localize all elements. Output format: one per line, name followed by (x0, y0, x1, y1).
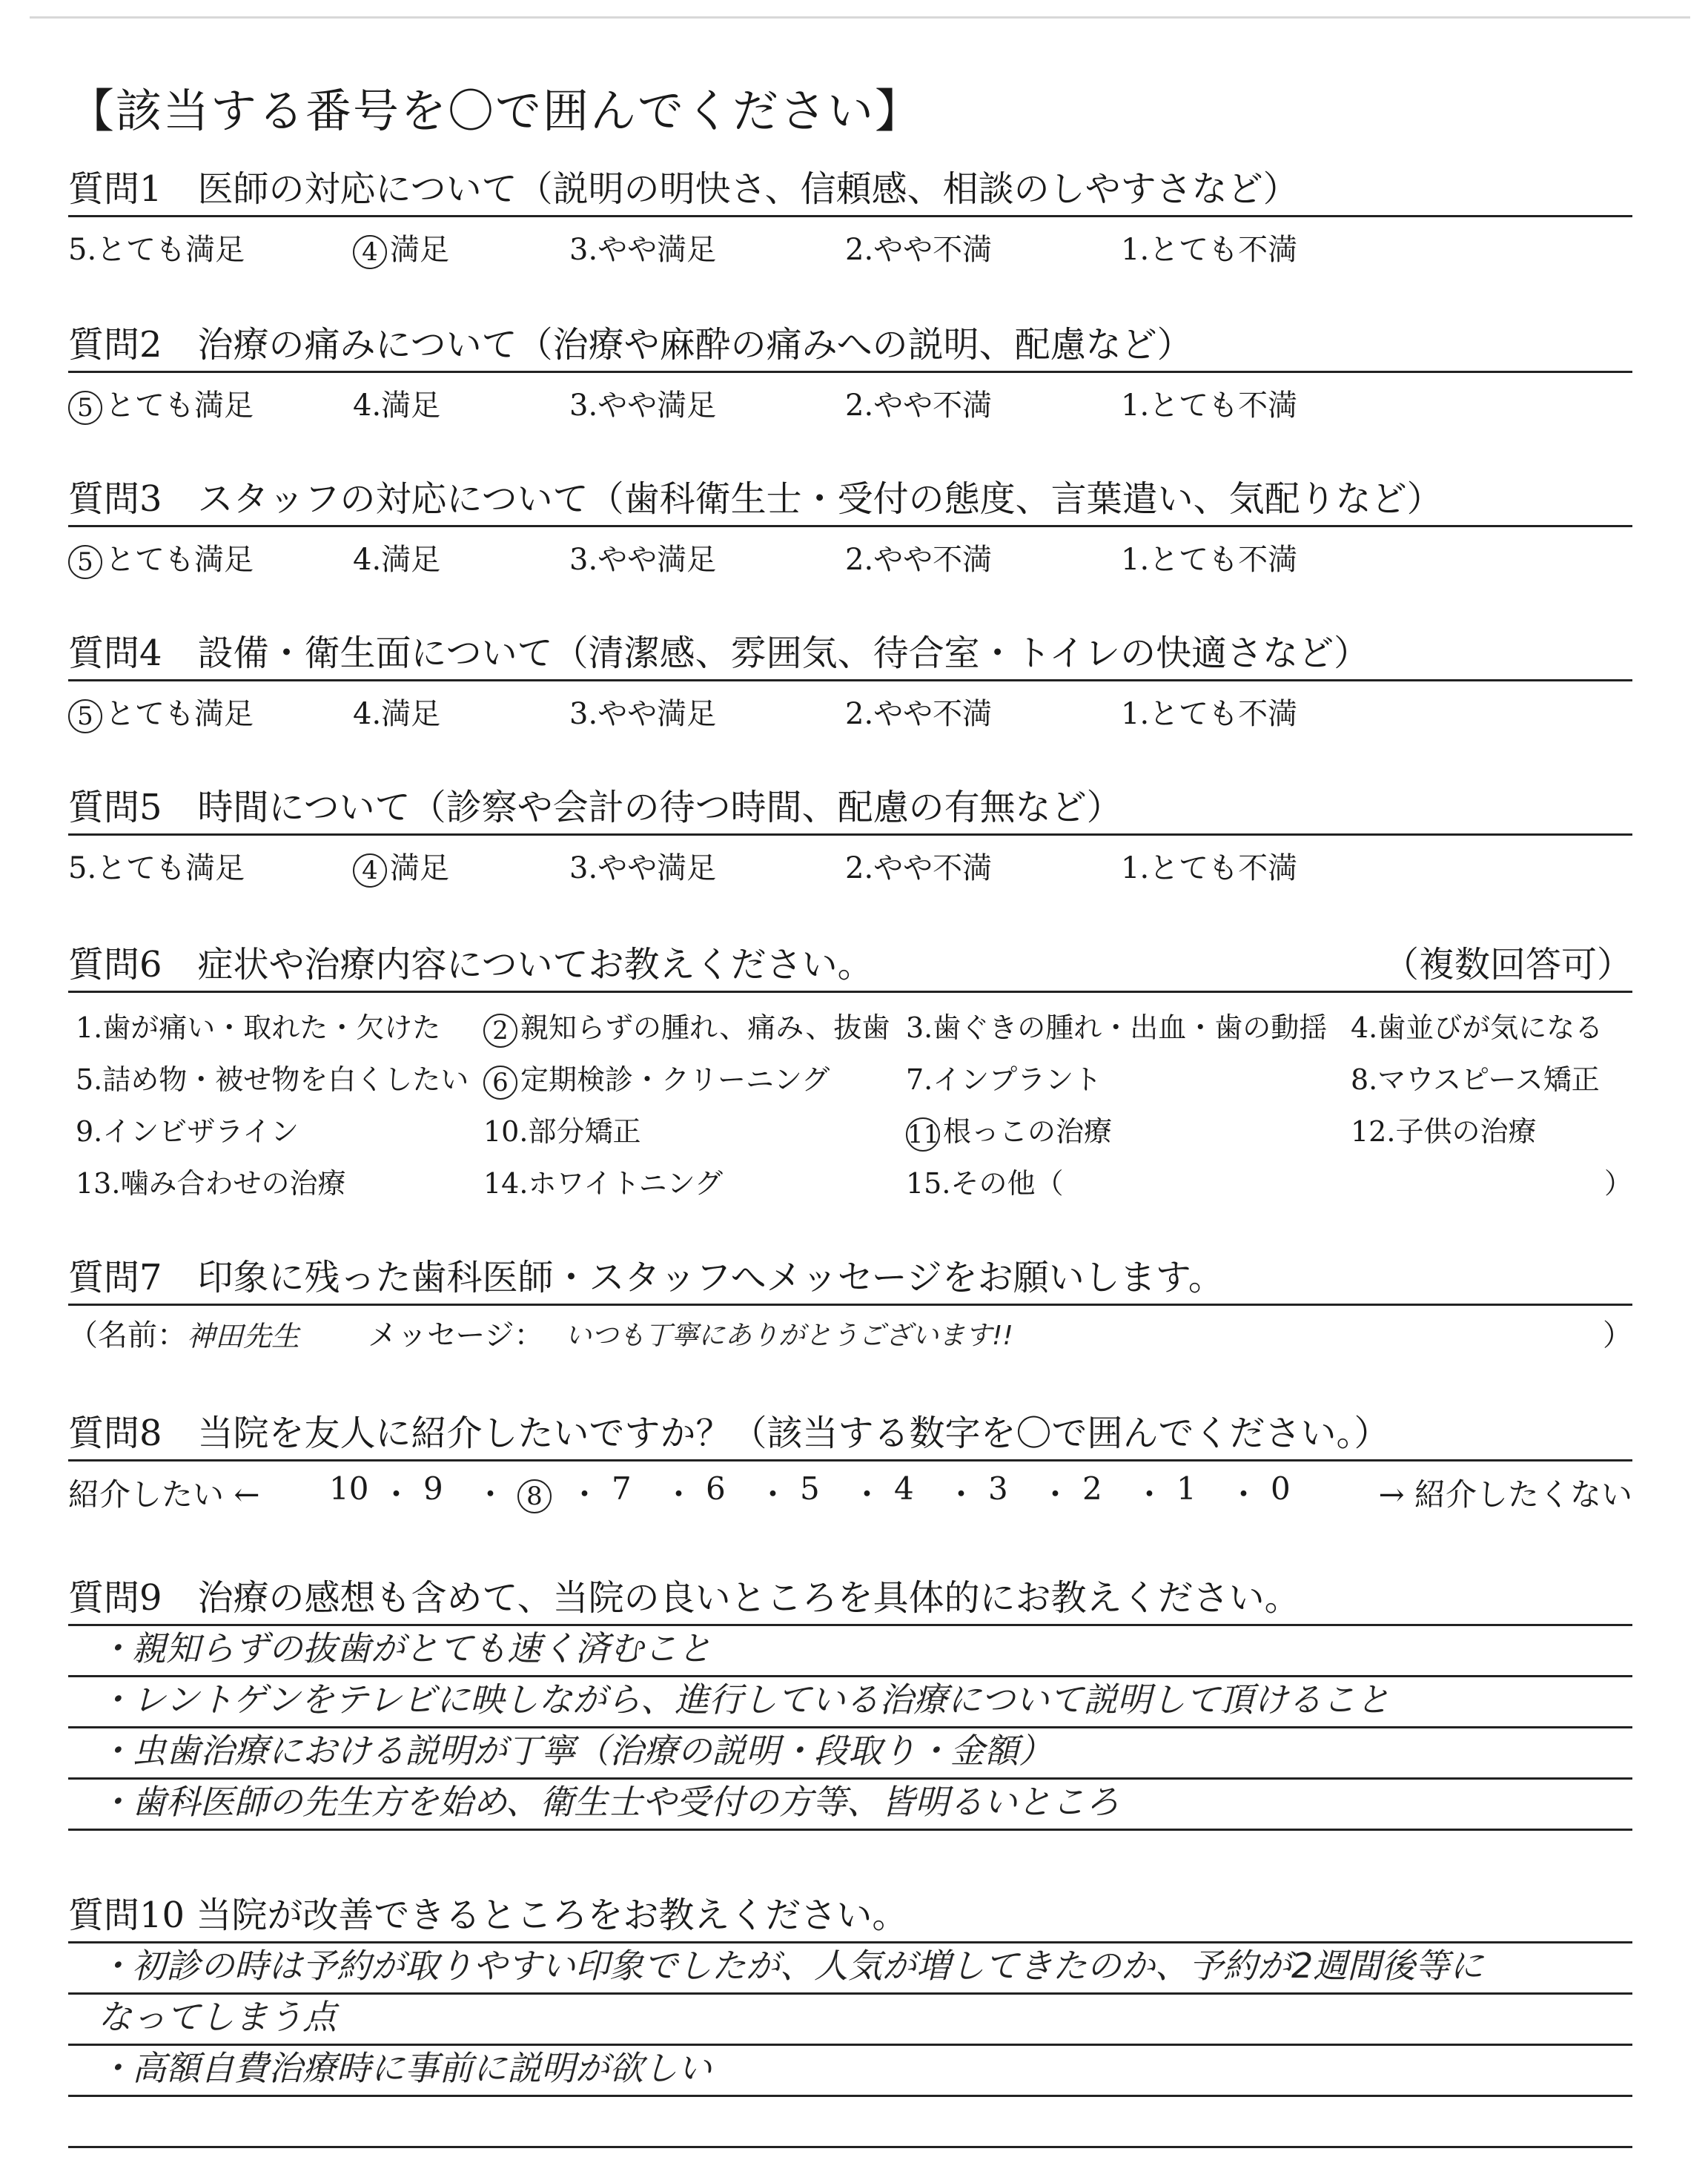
symptom-option[interactable] (1351, 1005, 1603, 1046)
rating-option[interactable]: 3.やや満足 (569, 233, 717, 267)
circled-number: 5 (68, 545, 102, 579)
symptom-option-label: ） (1603, 1167, 1632, 1200)
rating-option[interactable]: 3.やや満足 (569, 697, 717, 731)
scale-left-label: 紹介したい ← (68, 1476, 260, 1513)
symptom-option[interactable] (76, 1057, 469, 1097)
rating-option-label: とても満足 (105, 389, 254, 423)
symptom-option-label: 歯並びが気になる (1377, 1011, 1603, 1044)
question-9-label: 質問9 治療の感想も含めて、当院の良いところを具体的にお教えください。 (68, 1577, 1300, 1619)
symptom-option-label: インビザライン (102, 1115, 299, 1148)
scale-separator: ・ (380, 1476, 412, 1513)
handwritten-answer: ・高額自費治療時に事前に説明が欲しい (98, 2048, 712, 2088)
question-5-label: 質問5 時間について（診察や会計の待つ時間、配慮の有無など） (68, 787, 1122, 828)
rating-option-label: 満足 (390, 233, 449, 267)
question-7-label: 質問7 印象に残った歯科医師・スタッフへメッセージをお願いします。 (68, 1257, 1224, 1298)
option-number: 8. (1351, 1063, 1378, 1096)
message-label: メッセージ： (368, 1318, 544, 1353)
question-10-answers (68, 1943, 1632, 2148)
rating-option-label: 満足 (390, 851, 449, 885)
rating-option[interactable]: 2.やや不満 (845, 851, 993, 885)
rating-option[interactable]: 5.とても満足 (68, 851, 245, 885)
symptom-option-label: ホワイトニング (528, 1167, 724, 1200)
scale-value[interactable]: 6 (706, 1470, 726, 1507)
symptom-option-label: 歯が痛い・取れた・欠けた (102, 1011, 441, 1044)
scale-value[interactable]: 2 (1082, 1470, 1102, 1507)
page-title: 【該当する番号を〇で囲んでください】 (68, 84, 923, 138)
answer-line (68, 2097, 1632, 2148)
option-number: 14. (483, 1167, 529, 1200)
option-number: 13. (76, 1167, 121, 1200)
symptom-option[interactable] (906, 1057, 1102, 1097)
rating-option[interactable]: 2.やや不満 (845, 543, 993, 577)
rating-option[interactable]: 4.満足 (353, 389, 441, 423)
symptom-option[interactable] (906, 1005, 1327, 1046)
message-value: いつも丁寧にありがとうございます!! (565, 1321, 1013, 1351)
rating-option[interactable]: 2.やや不満 (845, 233, 993, 267)
question-6 (68, 940, 1632, 1205)
symptom-option[interactable] (1351, 1109, 1536, 1149)
rating-option[interactable]: 1.とても不満 (1121, 233, 1298, 267)
scale-separator: ・ (474, 1476, 506, 1513)
option-number: 15. (906, 1167, 951, 1200)
option-number: 7. (906, 1063, 933, 1096)
answer-line (68, 1995, 1632, 2046)
circled-number: 11 (906, 1117, 940, 1152)
rating-option[interactable]: 3.やや満足 (569, 851, 717, 885)
handwritten-answer: なってしまう点 (98, 1997, 337, 2037)
question-2-label: 質問2 治療の痛みについて（治療や麻酔の痛みへの説明、配慮など） (68, 324, 1193, 366)
message-line (68, 1306, 1632, 1353)
scale-separator: ・ (945, 1476, 977, 1513)
answer-line (68, 2046, 1632, 2097)
question-4 (68, 629, 1632, 731)
symptom-option[interactable] (483, 1005, 890, 1048)
rating-option[interactable] (68, 382, 254, 425)
option-number: 3. (906, 1011, 933, 1044)
question-1 (68, 165, 1632, 267)
question-8 (68, 1409, 1632, 1513)
scale-value[interactable]: 5 (800, 1470, 820, 1507)
question-8-label: 質問8 当院を友人に紹介したいですか？（該当する数字を〇で囲んでください。） (68, 1413, 1390, 1454)
question-9-answers (68, 1626, 1632, 1831)
rating-option-label: とても満足 (105, 697, 254, 731)
handwritten-answer: ・レントゲンをテレビに映しながら、進行している治療について説明して頂けること (98, 1680, 1391, 1720)
scale-value[interactable]: 4 (894, 1470, 914, 1507)
symptom-option[interactable] (483, 1160, 723, 1201)
symptom-option-label: 詰め物・被せ物を白くしたい (102, 1063, 469, 1096)
rating-option[interactable] (68, 536, 254, 579)
circled-number: 6 (483, 1066, 517, 1100)
circled-number: 5 (68, 699, 102, 733)
scale-separator: ・ (1039, 1476, 1071, 1513)
question-7 (68, 1253, 1632, 1353)
rating-option[interactable]: 1.とても不満 (1121, 543, 1298, 577)
symptom-option[interactable] (76, 1005, 440, 1046)
symptom-grid (68, 997, 1632, 1205)
handwritten-answer: ・初診の時は予約が取りやすい印象でしたが、人気が増してきたのか、予約が2週間後等に (98, 1946, 1484, 1986)
scale-right-label: → 紹介したくない (1378, 1476, 1632, 1513)
question-10-label: 質問10 当院が改善できるところをお教えください。 (68, 1895, 908, 1936)
rating-option[interactable]: 2.やや不満 (845, 389, 993, 423)
scale-separator: ・ (1133, 1476, 1165, 1513)
name-label: （名前： (68, 1318, 187, 1353)
scale-value[interactable]: 0 (1271, 1470, 1291, 1507)
symptom-option-label: 親知らずの腫れ、痛み、抜歯 (520, 1011, 890, 1044)
scale-value[interactable]: 7 (612, 1470, 632, 1507)
option-number: 5. (76, 1063, 103, 1096)
rating-option[interactable]: 4.満足 (353, 543, 441, 577)
answer-line (68, 1780, 1632, 1831)
symptom-option-label: マウスピース矯正 (1377, 1063, 1600, 1096)
symptom-option-label: 子供の治療 (1395, 1115, 1537, 1148)
option-number: 1. (76, 1011, 103, 1044)
message-close-paren: ） (1603, 1318, 1632, 1353)
rating-option[interactable]: 1.とても不満 (1121, 697, 1298, 731)
symptom-option-label: 噛み合わせの治療 (120, 1167, 346, 1200)
circled-number: 2 (483, 1014, 517, 1048)
question-4-options (68, 681, 1632, 731)
question-6-rule (68, 991, 1632, 993)
symptom-option[interactable] (1351, 1057, 1600, 1097)
circled-number: 4 (353, 235, 387, 269)
symptom-option-label: 根っこの治療 (943, 1115, 1113, 1148)
symptom-option[interactable] (483, 1109, 640, 1149)
option-number: 4. (1351, 1011, 1378, 1044)
question-1-label: 質問1 医師の対応について（説明の明快さ、信頼感、相談のしやすさなど） (68, 168, 1299, 210)
scale-separator: ・ (663, 1476, 695, 1513)
question-4-label: 質問4 設備・衛生面について（清潔感、雰囲気、待合室・トイレの快適さなど） (68, 633, 1370, 674)
option-number: 10. (483, 1115, 529, 1148)
scale-value[interactable]: 1 (1176, 1470, 1196, 1507)
symptom-option[interactable] (906, 1109, 1112, 1152)
answer-line (68, 1728, 1632, 1780)
symptom-option-label: 歯ぐきの腫れ・出血・歯の動揺 (933, 1011, 1328, 1044)
top-edge-line (30, 16, 1690, 19)
question-10 (68, 1891, 1632, 2148)
rating-option[interactable] (353, 845, 449, 888)
rating-option[interactable]: 3.やや満足 (569, 389, 717, 423)
symptom-option[interactable] (483, 1057, 830, 1100)
scale-value[interactable]: 10 (329, 1470, 369, 1507)
question-3-options (68, 527, 1632, 577)
question-3-label: 質問3 スタッフの対応について（歯科衛生士・受付の態度、言葉遣い、気配りなど） (68, 478, 1443, 520)
symptom-option-label: インプラント (933, 1063, 1102, 1096)
question-2 (68, 320, 1632, 423)
scale-separator: ・ (757, 1476, 789, 1513)
handwritten-answer: ・親知らずの抜歯がとても速く済むこと (98, 1628, 712, 1668)
rating-option[interactable] (353, 226, 449, 269)
question-6-heading (68, 940, 1632, 989)
scale-separator: ・ (1228, 1476, 1260, 1513)
symptom-option[interactable] (76, 1109, 299, 1149)
symptom-option-label: 部分矯正 (528, 1115, 641, 1148)
question-5-options (68, 836, 1632, 885)
question-9 (68, 1573, 1632, 1831)
option-number: 12. (1351, 1115, 1396, 1148)
circled-number: 8 (517, 1479, 552, 1513)
handwritten-answer: ・歯科医師の先生方を始め、衛生士や受付の方等、皆明るいところ (98, 1782, 1120, 1822)
question-1-options (68, 217, 1632, 267)
rating-option-label: とても満足 (105, 543, 254, 577)
rating-option[interactable] (68, 690, 254, 733)
name-value: 神田先生 (187, 1320, 300, 1353)
scale-separator: ・ (851, 1476, 883, 1513)
symptom-option[interactable] (1604, 1160, 1632, 1201)
circled-number: 4 (353, 853, 387, 888)
scale-value[interactable]: 9 (423, 1470, 443, 1507)
multiple-answers-note: （複数回答可） (1383, 944, 1632, 985)
answer-line (68, 1626, 1632, 1677)
circled-number: 5 (68, 391, 102, 425)
symptom-option[interactable] (76, 1160, 345, 1201)
handwritten-answer: ・虫歯治療における説明が丁寧（治療の説明・段取り・金額） (98, 1731, 1053, 1771)
symptom-option-label: その他（ (950, 1167, 1064, 1200)
rating-option[interactable]: 3.やや満足 (569, 543, 717, 577)
rating-option[interactable]: 5.とても満足 (68, 233, 245, 267)
symptom-option[interactable] (906, 1160, 1063, 1201)
rating-option[interactable]: 1.とても不満 (1121, 851, 1298, 885)
scale-value[interactable]: 3 (988, 1470, 1008, 1507)
question-5 (68, 783, 1632, 885)
answer-line (68, 1677, 1632, 1728)
rating-option[interactable]: 4.満足 (353, 697, 441, 731)
question-3 (68, 475, 1632, 577)
option-number: 9. (76, 1115, 103, 1148)
scale-separator: ・ (569, 1476, 600, 1513)
rating-option[interactable]: 2.やや不満 (845, 697, 993, 731)
recommend-scale (68, 1462, 1632, 1513)
question-2-options (68, 373, 1632, 423)
answer-line (68, 1943, 1632, 1995)
rating-option[interactable]: 1.とても不満 (1121, 389, 1298, 423)
question-6-label: 質問6 症状や治療内容についてお教えください。 (68, 944, 873, 985)
symptom-option-label: 定期検診・クリーニング (520, 1063, 830, 1096)
